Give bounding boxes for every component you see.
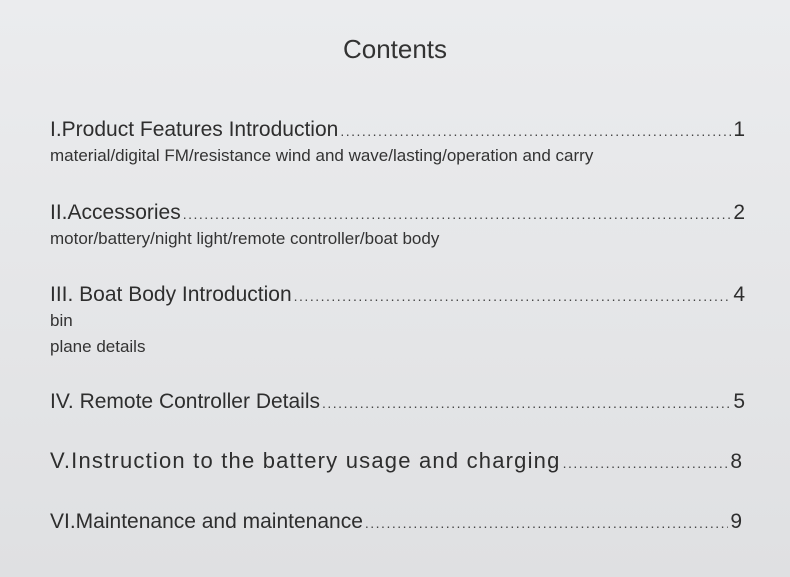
toc-line bbox=[50, 448, 742, 474]
toc-line bbox=[50, 390, 745, 414]
toc-heading: VI.Maintenance and maintenance bbox=[50, 510, 363, 533]
toc-line bbox=[50, 283, 745, 307]
toc-page-number: 4 bbox=[733, 283, 745, 306]
toc-page-number: 8 bbox=[730, 450, 742, 473]
toc-line bbox=[50, 510, 742, 534]
leader-dots bbox=[183, 206, 732, 222]
toc-heading: II.Accessories bbox=[50, 201, 181, 224]
toc-subtopic: bin bbox=[50, 311, 73, 330]
leader-dots bbox=[365, 515, 728, 531]
toc-heading: I.Product Features Introduction bbox=[50, 118, 339, 141]
toc-page-number: 9 bbox=[730, 510, 742, 533]
toc-heading: III. Boat Body Introduction bbox=[50, 283, 292, 306]
toc-line bbox=[50, 118, 745, 142]
toc-entry bbox=[50, 510, 742, 534]
toc-subtopics: material/digital FM/resistance wind and wave/lasting/operation and carry bbox=[50, 146, 594, 165]
toc-subtopics: motor/battery/night light/remote controller/boat body bbox=[50, 229, 440, 248]
toc-heading: V.Instruction to the battery usage and charging bbox=[50, 448, 561, 473]
toc-page-number: 5 bbox=[733, 390, 745, 413]
toc-entry bbox=[50, 390, 745, 414]
leader-dots bbox=[294, 288, 732, 304]
toc-subtopic: plane details bbox=[50, 337, 146, 356]
toc-entry bbox=[50, 201, 745, 250]
leader-dots bbox=[563, 455, 729, 471]
toc-heading: IV. Remote Controller Details bbox=[50, 390, 321, 413]
toc-page-number: 2 bbox=[733, 201, 745, 224]
toc-entry bbox=[50, 283, 745, 358]
toc-entry bbox=[50, 118, 745, 167]
toc-line bbox=[50, 201, 745, 225]
toc-entry bbox=[50, 448, 742, 474]
leader-dots bbox=[322, 395, 731, 411]
toc-page-number: 1 bbox=[733, 118, 745, 141]
leader-dots bbox=[340, 123, 731, 139]
page-title: Contents bbox=[342, 34, 448, 64]
